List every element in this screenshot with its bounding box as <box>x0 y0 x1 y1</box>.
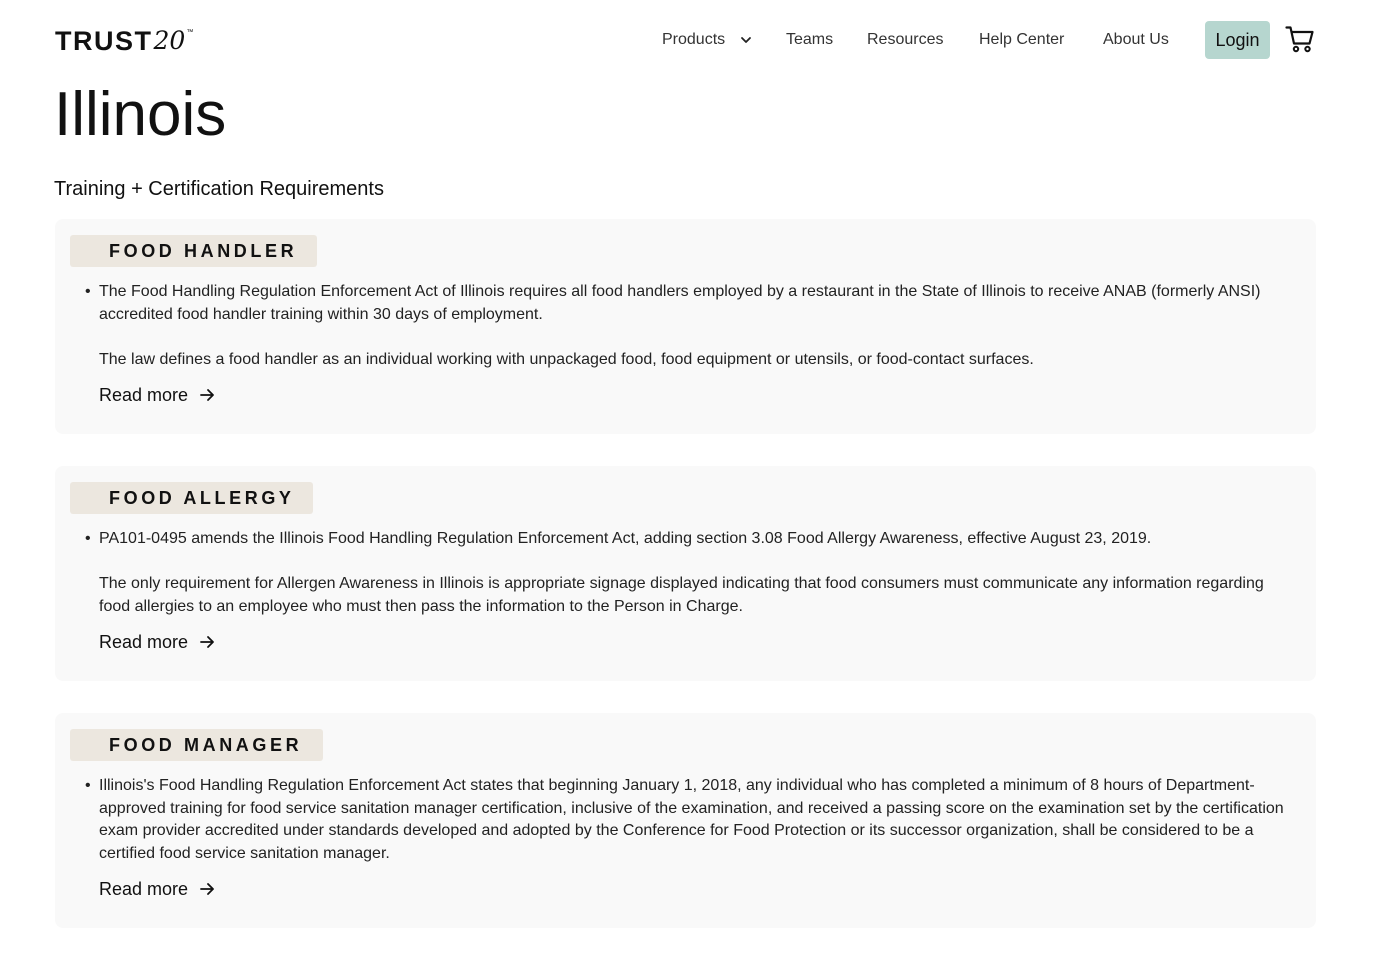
site-header <box>0 0 1376 82</box>
food-allergy-badge: FOOD ALLERGY <box>70 482 313 514</box>
food-allergy-read-more-link[interactable] <box>99 629 215 655</box>
section-heading: Training + Certification Requirements <box>54 178 384 200</box>
main-nav <box>0 21 1376 59</box>
bullet-point: • <box>85 530 91 547</box>
food-manager-paragraph-1: Illinois's Food Handling Regulation Enforcement Act states that beginning January 1, 2018, any individual who has completed a minimum of 8 hours of Department-approved training for food service sanitation manager certification, inclusive of the examination, and received a passing score on the examination set by the certification exam provider accredited under standards developed and adopted by the Conference for Food Protection or its successor organization, shall be considered to be a certified food service sanitation manager. <box>99 777 1284 862</box>
read-more-label: Read more <box>99 385 189 405</box>
chevron-down-icon[interactable] <box>741 36 751 44</box>
nav-help-center[interactable]: Help Center <box>979 31 1065 48</box>
food-allergy-paragraph-1: PA101-0495 amends the Illinois Food Handling Regulation Enforcement Act, adding section 3.08 Food Allergy Awareness, effective August 23, 2019. <box>99 530 1152 547</box>
shopping-cart-icon[interactable] <box>1285 25 1315 53</box>
arrow-right-icon <box>200 882 215 896</box>
food-handler-paragraph-1: The Food Handling Regulation Enforcement Act of Illinois requires all food handlers employed by a restaurant in the State of Illinois to receive ANAB (formerly ANSI) accredited food handler training within 30 days of employment. <box>99 283 1261 323</box>
arrow-right-icon <box>200 388 215 402</box>
food-handler-badge: FOOD HANDLER <box>70 235 317 267</box>
bullet-point: • <box>85 777 91 794</box>
bullet-point: • <box>85 283 91 300</box>
food-allergy-description <box>85 528 1299 615</box>
food-manager-badge: FOOD MANAGER <box>70 729 323 761</box>
logo-text: TRUST <box>55 26 153 56</box>
page-title: Illinois <box>54 80 227 149</box>
nav-about-us[interactable]: About Us <box>1103 31 1169 48</box>
food-allergy-paragraph-2: The only requirement for Allergen Awareness in Illinois is appropriate signage displayed indicating that food consumers must communicate any information regarding food allergies to an employee who must then pass the information to the Person in Charge. <box>99 575 1264 615</box>
nav-products[interactable]: Products <box>662 31 726 48</box>
nav-teams[interactable]: Teams <box>786 31 834 48</box>
nav-resources[interactable]: Resources <box>867 31 944 48</box>
food-allergy-card <box>55 466 1316 681</box>
food-manager-card <box>55 713 1316 928</box>
food-handler-paragraph-2: The law defines a food handler as an individual working with unpackaged food, food equipment or utensils, or food-contact surfaces. <box>99 350 1034 368</box>
arrow-right-icon <box>200 635 215 649</box>
food-handler-card <box>55 219 1316 434</box>
food-manager-description <box>85 775 1299 862</box>
login-button[interactable]: Login <box>1205 21 1270 59</box>
logo-trademark: ™ <box>186 29 194 36</box>
logo-script: 20 <box>153 26 186 55</box>
food-handler-read-more-link[interactable] <box>99 382 215 408</box>
food-manager-read-more-link[interactable] <box>99 876 215 902</box>
food-handler-description <box>85 281 1299 368</box>
read-more-label: Read more <box>99 879 189 899</box>
read-more-label: Read more <box>99 632 189 652</box>
